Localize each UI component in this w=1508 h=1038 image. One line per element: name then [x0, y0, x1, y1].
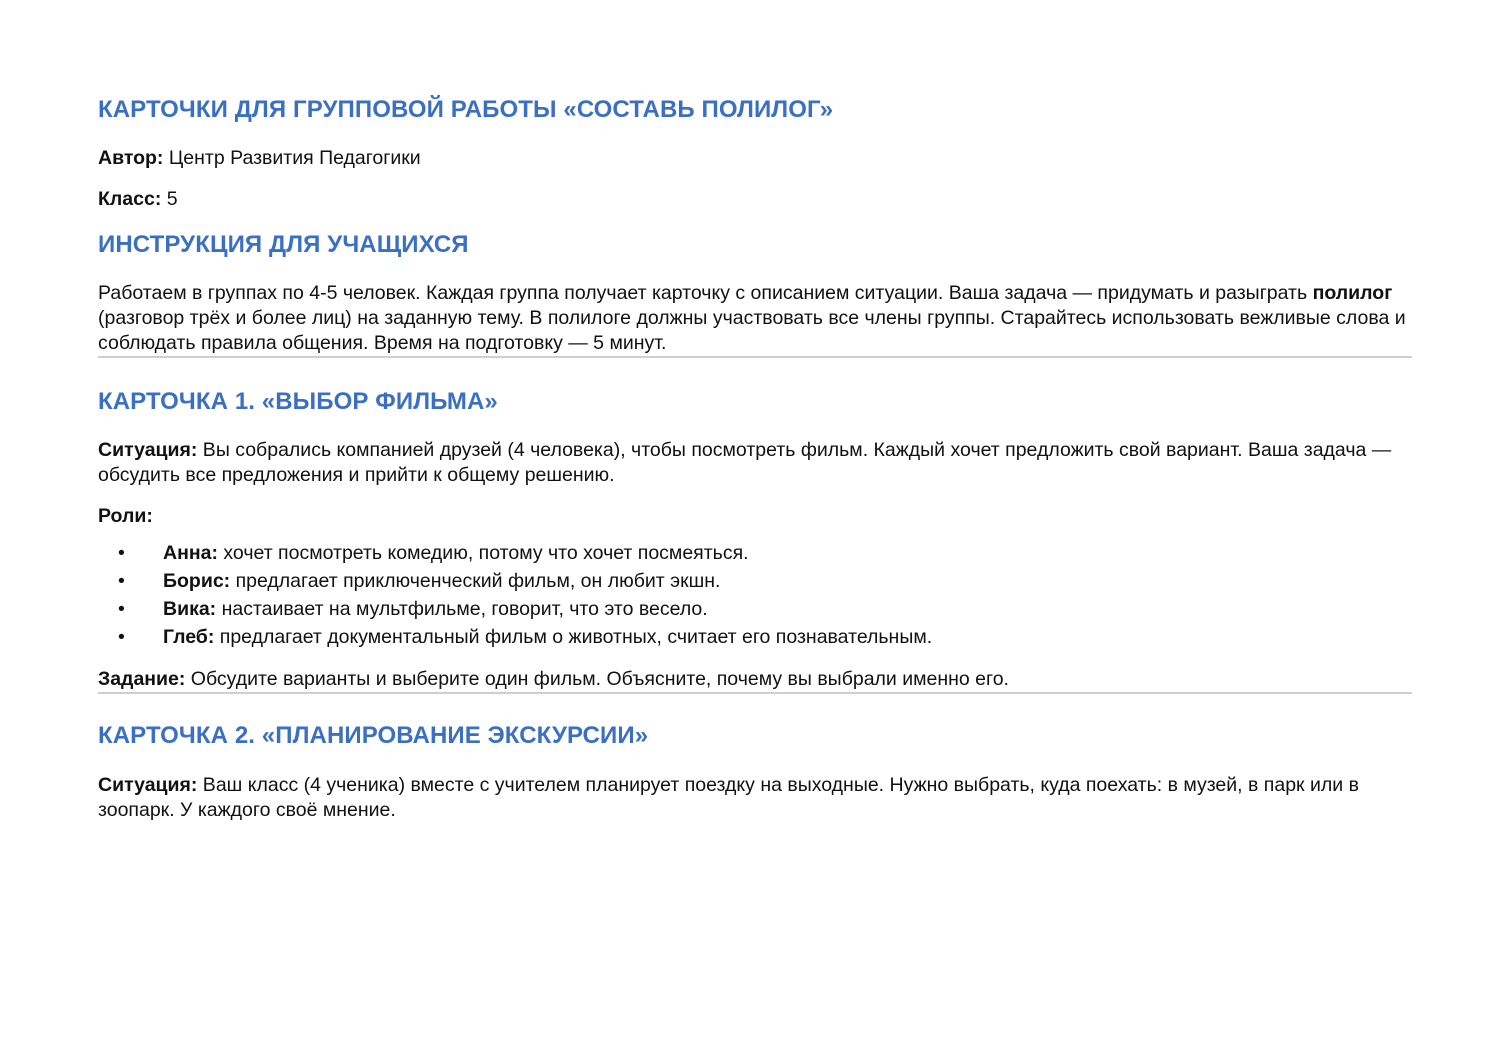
role-item-vika — [98, 595, 1412, 623]
roles-label: Роли: — [98, 505, 153, 527]
role-text: предлагает документальный фильм о животных, считает его познавательным. — [214, 626, 933, 648]
bullet-icon: • — [118, 542, 125, 564]
bullet-icon: • — [118, 626, 125, 648]
card1-task — [98, 667, 1412, 692]
card1-situation — [98, 438, 1412, 488]
document-title: КАРТОЧКИ ДЛЯ ГРУППОВОЙ РАБОТЫ «СОСТАВЬ ПОЛИЛОГ» — [98, 96, 834, 123]
card2-situation — [98, 773, 1412, 823]
role-item-anna — [98, 539, 1412, 567]
author-value: Центр Развития Педагогики — [168, 147, 421, 169]
role-name: Анна: — [163, 542, 218, 564]
instructions-text-after: (разговор трёх и более лиц) на заданную тему. В полилоге должны участвовать все члены группы. Старайтесь использовать вежливые слова и соблюдать правила общения. Время на подготовку — 5 минут. — [98, 307, 1406, 354]
role-text: хочет посмотреть комедию, потому что хочет посмеяться. — [217, 542, 749, 564]
bullet-icon: • — [118, 570, 125, 592]
role-item-gleb — [98, 623, 1412, 651]
card1-situation-text: Вы собрались компанией друзей (4 человека), чтобы посмотреть фильм. Каждый хочет предложить свой вариант. Ваша задача — обсудить все предложения и прийти к общему решению. — [98, 439, 1392, 486]
role-text: предлагает приключенческий фильм, он любит экшн. — [230, 570, 721, 592]
section-divider — [98, 692, 1412, 694]
class-value: 5 — [166, 188, 178, 210]
author-line — [98, 146, 1412, 171]
card1-roles-label — [98, 504, 1412, 529]
bullet-icon: • — [118, 598, 125, 620]
section-divider — [98, 356, 1412, 358]
role-name: Борис: — [163, 570, 231, 592]
card1-task-label: Задание: — [98, 668, 186, 690]
card2-situation-label: Ситуация: — [98, 774, 198, 796]
instructions-text-before: Работаем в группах по 4-5 человек. Каждая группа получает карточку с описанием ситуации. Ваша задача — придумать и разыграть — [98, 282, 1313, 304]
card1-task-text: Обсудите варианты и выберите один фильм. Объясните, почему вы выбрали именно его. — [185, 668, 1009, 690]
role-name: Глеб: — [163, 626, 215, 648]
card1-roles-list — [98, 539, 1412, 651]
instructions-term: полилог — [1312, 282, 1393, 304]
class-line — [98, 187, 1412, 212]
role-text: настаивает на мультфильме, говорит, что это весело. — [216, 598, 708, 620]
card2-situation-text: Ваш класс (4 ученика) вместе с учителем планирует поездку на выходные. Нужно выбрать, куда поехать: в музей, в парк или в зоопарк. У каждого своё мнение. — [98, 774, 1359, 821]
role-item-boris — [98, 567, 1412, 595]
author-label: Автор: — [98, 147, 164, 169]
card1-situation-label: Ситуация: — [98, 439, 198, 461]
class-label: Класс: — [98, 188, 162, 210]
card2-heading: КАРТОЧКА 2. «ПЛАНИРОВАНИЕ ЭКСКУРСИИ» — [98, 722, 649, 749]
instructions-text — [98, 281, 1412, 356]
role-name: Вика: — [163, 598, 217, 620]
card1-heading: КАРТОЧКА 1. «ВЫБОР ФИЛЬМА» — [98, 388, 498, 415]
instructions-heading: ИНСТРУКЦИЯ ДЛЯ УЧАЩИХСЯ — [98, 231, 469, 258]
